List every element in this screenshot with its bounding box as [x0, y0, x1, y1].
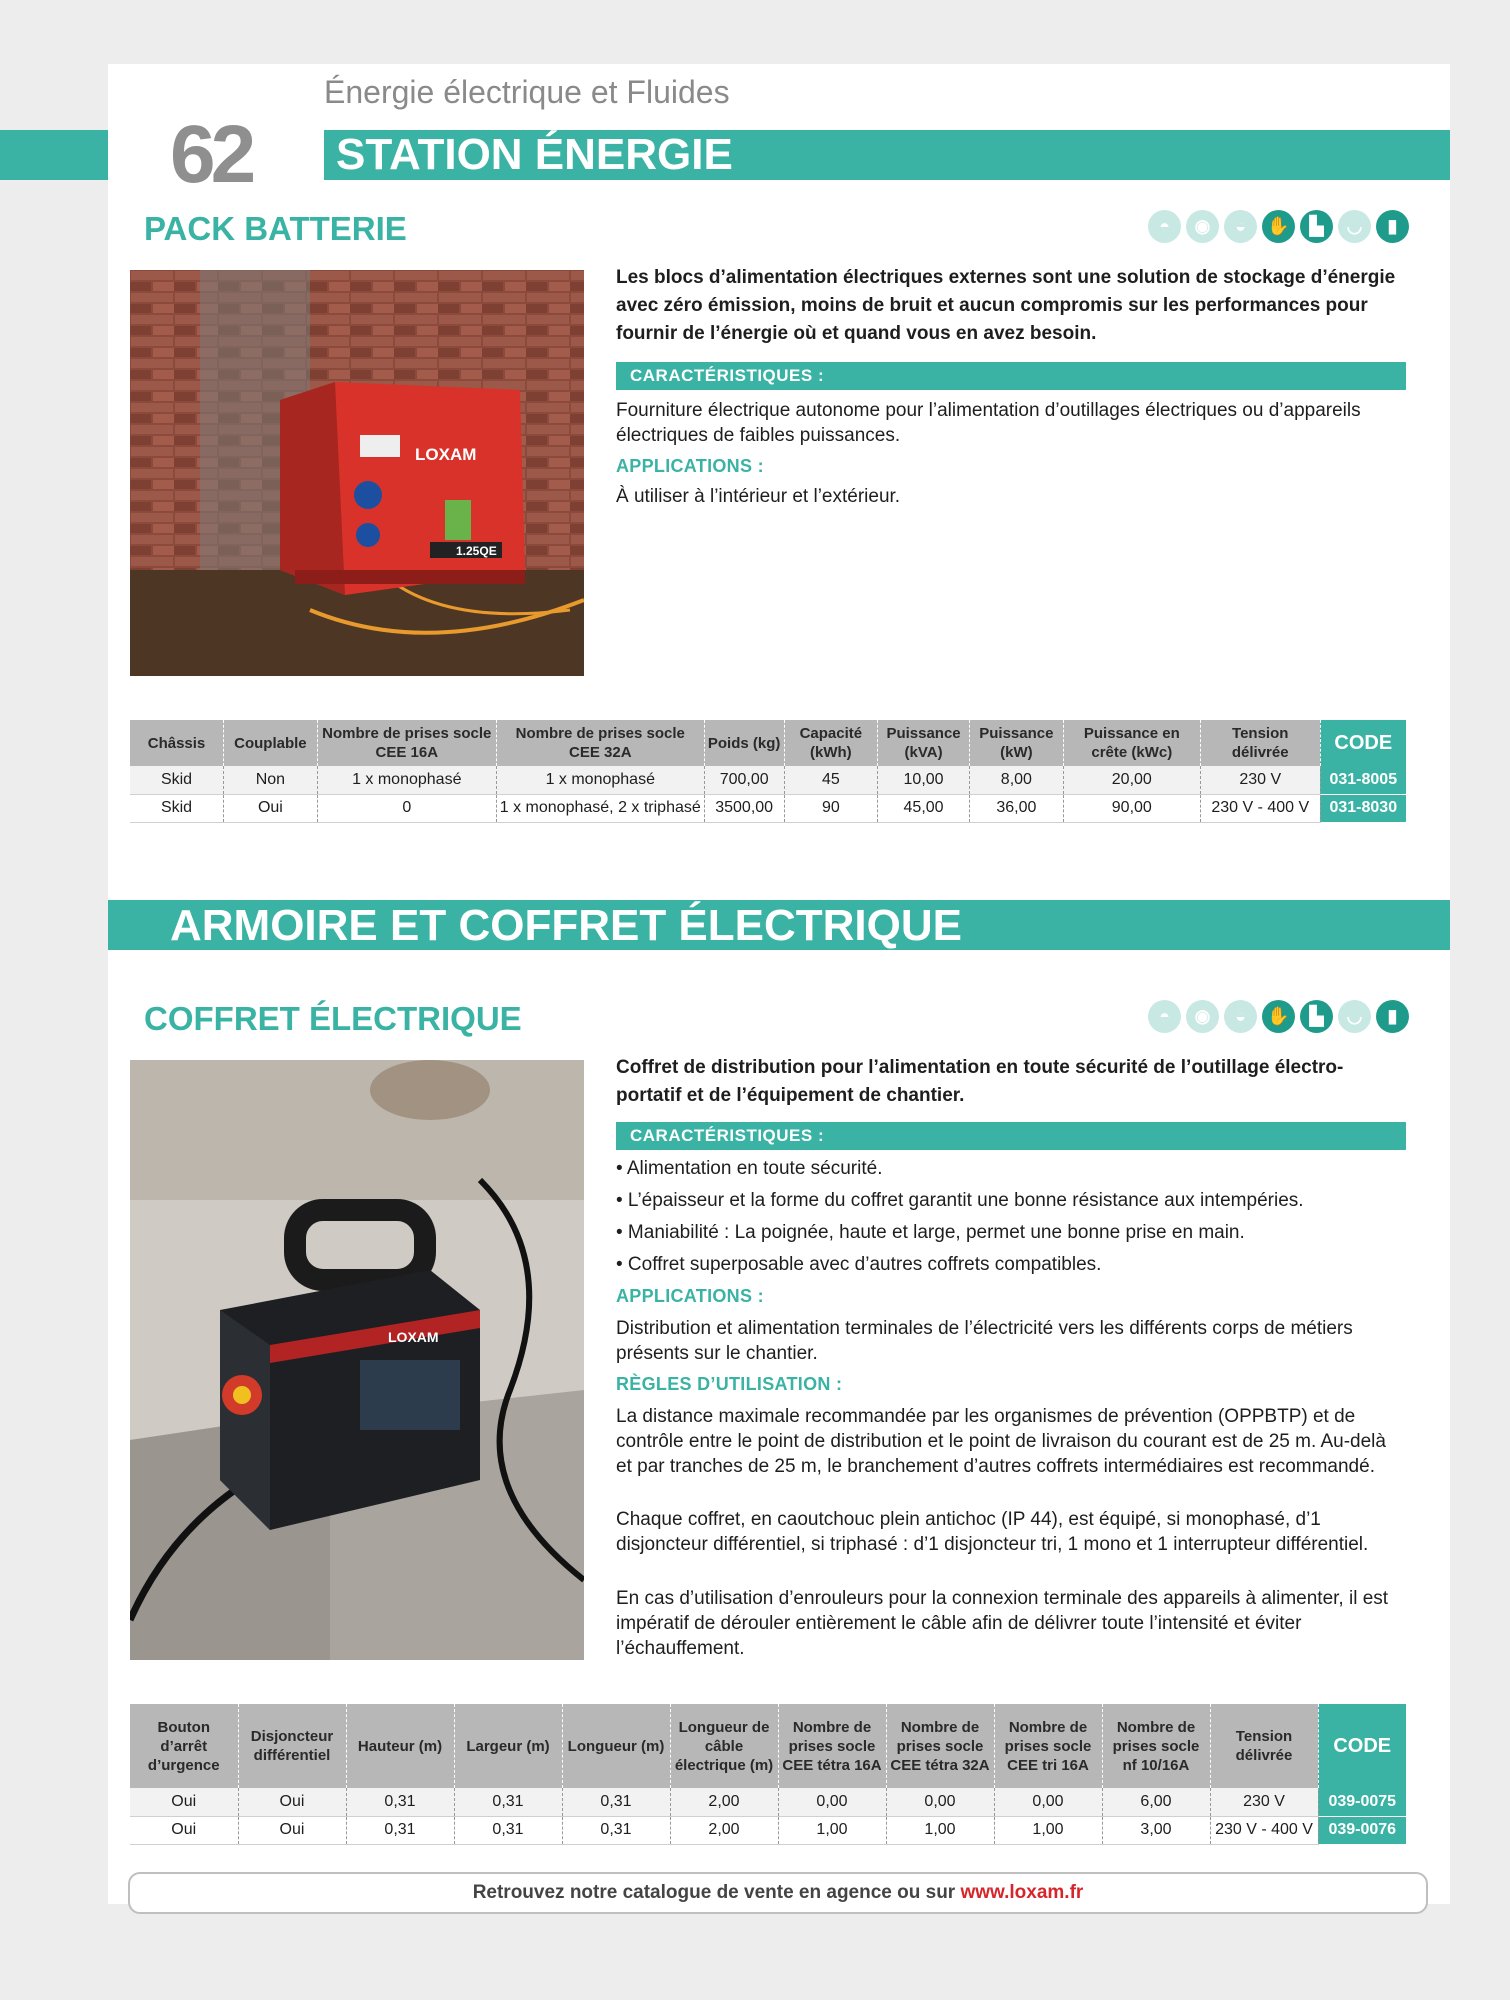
- mask-icon: ◡: [1338, 210, 1371, 243]
- product-title-coffret-electrique: COFFRET ÉLECTRIQUE: [144, 1000, 522, 1037]
- section-subtitle: Énergie électrique et Fluides: [324, 74, 730, 110]
- table-cell: 1,00: [886, 1816, 994, 1844]
- table-header: Puissance (kVA): [878, 720, 970, 766]
- product1-spec-table: [130, 720, 1406, 823]
- table-header-code: CODE: [1318, 1704, 1406, 1788]
- table-header: Longueur (m): [562, 1704, 670, 1788]
- table-cell: 230 V: [1200, 766, 1320, 794]
- footer-website-link[interactable]: www.loxam.fr: [960, 1882, 1084, 1903]
- hi-vis-vest-icon: ▮: [1376, 1000, 1409, 1033]
- table-header-code: CODE: [1320, 720, 1406, 766]
- product-code-cell: 039-0076: [1318, 1816, 1406, 1844]
- product1-characteristics-text: Fourniture électrique autonome pour l’alimentation d’outillages électriques ou d’appareils électriques de faibles puissances.: [616, 400, 1361, 446]
- helmet-icon: ◓: [1148, 210, 1181, 243]
- table-cell: 6,00: [1102, 1788, 1210, 1816]
- table-header: Nombre de prises socle CEE tétra 32A: [886, 1704, 994, 1788]
- table-cell: 36,00: [969, 794, 1063, 822]
- table-header: Nombre de prises socle CEE 16A: [317, 720, 496, 766]
- photo-model-label: 1.25QE: [456, 544, 497, 558]
- product2-bullet: • Coffret superposable avec d’autres coffrets compatibles.: [616, 1254, 1102, 1275]
- table-header: Nombre de prises socle CEE tétra 16A: [778, 1704, 886, 1788]
- product1-applications-label: APPLICATIONS :: [616, 456, 764, 476]
- table-cell: Oui: [238, 1816, 346, 1844]
- table-cell: 3,00: [1102, 1816, 1210, 1844]
- helmet-icon: ◓: [1148, 1000, 1181, 1033]
- table-cell: 0: [317, 794, 496, 822]
- safety-icons-row-2: [1148, 1000, 1409, 1033]
- table-cell: 0,31: [346, 1788, 454, 1816]
- table-header: Puissance (kW): [969, 720, 1063, 766]
- table-cell: 2,00: [670, 1816, 778, 1844]
- footer-banner: [128, 1872, 1428, 1914]
- safety-shoes-icon: ▙: [1300, 1000, 1333, 1033]
- table-row: [130, 794, 1406, 822]
- table-header: Disjoncteur différentiel: [238, 1704, 346, 1788]
- safety-icons-row-1: [1148, 210, 1409, 243]
- table-cell: 0,31: [454, 1788, 562, 1816]
- table-cell: 0,31: [454, 1816, 562, 1844]
- table-cell: Oui: [224, 794, 318, 822]
- table-cell: 1,00: [994, 1816, 1102, 1844]
- table-cell: 0,00: [778, 1788, 886, 1816]
- section-title-band: STATION ÉNERGIE: [324, 130, 1450, 180]
- table-cell: Oui: [130, 1788, 238, 1816]
- product-code-cell: 039-0075: [1318, 1788, 1406, 1816]
- page-number: 62: [170, 109, 252, 200]
- table-cell: 0,00: [994, 1788, 1102, 1816]
- table-cell: Skid: [130, 766, 224, 794]
- table-cell: 10,00: [878, 766, 970, 794]
- product2-bullet: • Alimentation en toute sécurité.: [616, 1158, 883, 1179]
- table-header: Tension délivrée: [1210, 1704, 1318, 1788]
- goggles-icon: ◒: [1224, 1000, 1257, 1033]
- footer-text: Retrouvez notre catalogue de vente en agence ou sur: [472, 1882, 961, 1903]
- table-cell: 0,31: [346, 1816, 454, 1844]
- table-header: Bouton d’arrêt d’urgence: [130, 1704, 238, 1788]
- table-cell: 1,00: [778, 1816, 886, 1844]
- table-cell: 3500,00: [704, 794, 784, 822]
- product2-rules-label: RÈGLES D’UTILISATION :: [616, 1374, 843, 1394]
- table-header: Tension délivrée: [1200, 720, 1320, 766]
- table-header: Nombre de prises socle CEE 32A: [496, 720, 704, 766]
- hi-vis-vest-icon: ▮: [1376, 210, 1409, 243]
- table-header: Hauteur (m): [346, 1704, 454, 1788]
- table-header: Largeur (m): [454, 1704, 562, 1788]
- mask-icon: ◡: [1338, 1000, 1371, 1033]
- table-cell: Oui: [130, 1816, 238, 1844]
- table-cell: 0,00: [886, 1788, 994, 1816]
- product-photo-battery-pack: [130, 270, 584, 676]
- table-cell: 90,00: [1063, 794, 1200, 822]
- ear-protection-icon: ◉: [1186, 1000, 1219, 1033]
- left-edge-bar: [0, 130, 108, 180]
- product2-rule: En cas d’utilisation d’enrouleurs pour la connexion terminale des appareils à alimenter, il est impératif de dérouler entièrement le câble afin de délivrer toute l’intensité et éviter l’échauffement.: [616, 1588, 1389, 1659]
- table-header: Poids (kg): [704, 720, 784, 766]
- table-cell: Non: [224, 766, 318, 794]
- table-cell: 8,00: [969, 766, 1063, 794]
- table-cell: Oui: [238, 1788, 346, 1816]
- product2-bullet: • Maniabilité : La poignée, haute et large, permet une bonne prise en main.: [616, 1222, 1245, 1243]
- catalog-page: [108, 64, 1450, 1904]
- table-header: Couplable: [224, 720, 318, 766]
- table-header: Châssis: [130, 720, 224, 766]
- table-row: [130, 1788, 1406, 1816]
- product1-applications-text: À utiliser à l’intérieur et l’extérieur.: [616, 486, 901, 507]
- table-row: [130, 1816, 1406, 1844]
- table-cell: 230 V - 400 V: [1210, 1816, 1318, 1844]
- gloves-icon: ✋: [1262, 210, 1295, 243]
- section2-title-band: ARMOIRE ET COFFRET ÉLECTRIQUE: [108, 900, 1450, 950]
- product2-applications-label: APPLICATIONS :: [616, 1286, 764, 1306]
- table-cell: 230 V: [1210, 1788, 1318, 1816]
- table-cell: 0,31: [562, 1788, 670, 1816]
- product-code-cell: 031-8005: [1320, 766, 1406, 794]
- photo-brand-label: LOXAM: [415, 445, 477, 464]
- gloves-icon: ✋: [1262, 1000, 1295, 1033]
- goggles-icon: ◒: [1224, 210, 1257, 243]
- product2-bullet: • L’épaisseur et la forme du coffret garantit une bonne résistance aux intempéries.: [616, 1190, 1304, 1211]
- product-title-pack-batterie: PACK BATTERIE: [144, 210, 407, 247]
- table-cell: 20,00: [1063, 766, 1200, 794]
- table-cell: 45,00: [878, 794, 970, 822]
- table-cell: 700,00: [704, 766, 784, 794]
- product2-characteristics-band: CARACTÉRISTIQUES :: [616, 1122, 1406, 1150]
- safety-shoes-icon: ▙: [1300, 210, 1333, 243]
- table-row: [130, 766, 1406, 794]
- table-header: Capacité (kWh): [784, 720, 878, 766]
- product-photo-electrical-box: [130, 1060, 584, 1660]
- product2-rule: Chaque coffret, en caoutchouc plein antichoc (IP 44), est équipé, si monophasé, d’1 disjoncteur différentiel, si triphasé : d’1 disjoncteur tri, 1 mono et 1 interrupteur différentiel.: [616, 1509, 1369, 1555]
- table-cell: 90: [784, 794, 878, 822]
- table-header: Longueur de câble électrique (m): [670, 1704, 778, 1788]
- table-cell: 230 V - 400 V: [1200, 794, 1320, 822]
- ear-protection-icon: ◉: [1186, 210, 1219, 243]
- table-cell: Skid: [130, 794, 224, 822]
- table-cell: 0,31: [562, 1816, 670, 1844]
- table-header: Nombre de prises socle nf 10/16A: [1102, 1704, 1210, 1788]
- table-cell: 45: [784, 766, 878, 794]
- product2-description: Coffret de distribution pour l’alimentation en toute sécurité de l’outillage électro-portatif et de l’équipement de chantier.: [616, 1057, 1344, 1106]
- product2-spec-table: [130, 1704, 1406, 1845]
- table-header: Puissance en crête (kWc): [1063, 720, 1200, 766]
- table-cell: 1 x monophasé, 2 x triphasé: [496, 794, 704, 822]
- product2-applications-text: Distribution et alimentation terminales de l’électricité vers les différents corps de métiers présents sur le chantier.: [616, 1318, 1353, 1364]
- table-header: Nombre de prises socle CEE tri 16A: [994, 1704, 1102, 1788]
- photo-brand-label: LOXAM: [388, 1329, 439, 1345]
- product1-description: Les blocs d’alimentation électriques externes sont une solution de stockage d’énergie avec zéro émission, moins de bruit et aucun compromis sur les performances pour fournir de l’énergie où et quand vous en avez besoin.: [616, 267, 1396, 344]
- table-cell: 1 x monophasé: [317, 766, 496, 794]
- table-cell: 1 x monophasé: [496, 766, 704, 794]
- product-code-cell: 031-8030: [1320, 794, 1406, 822]
- product1-characteristics-band: CARACTÉRISTIQUES :: [616, 362, 1406, 390]
- product2-rule: La distance maximale recommandée par les organismes de prévention (OPPBTP) et de contrôle entre le point de distribution et le point de livraison du courant est de 25 m. Au-delà et par tranches de 25 m, le branchement d’autres coffrets intermédiaires est recommandé.: [616, 1406, 1386, 1477]
- table-cell: 2,00: [670, 1788, 778, 1816]
